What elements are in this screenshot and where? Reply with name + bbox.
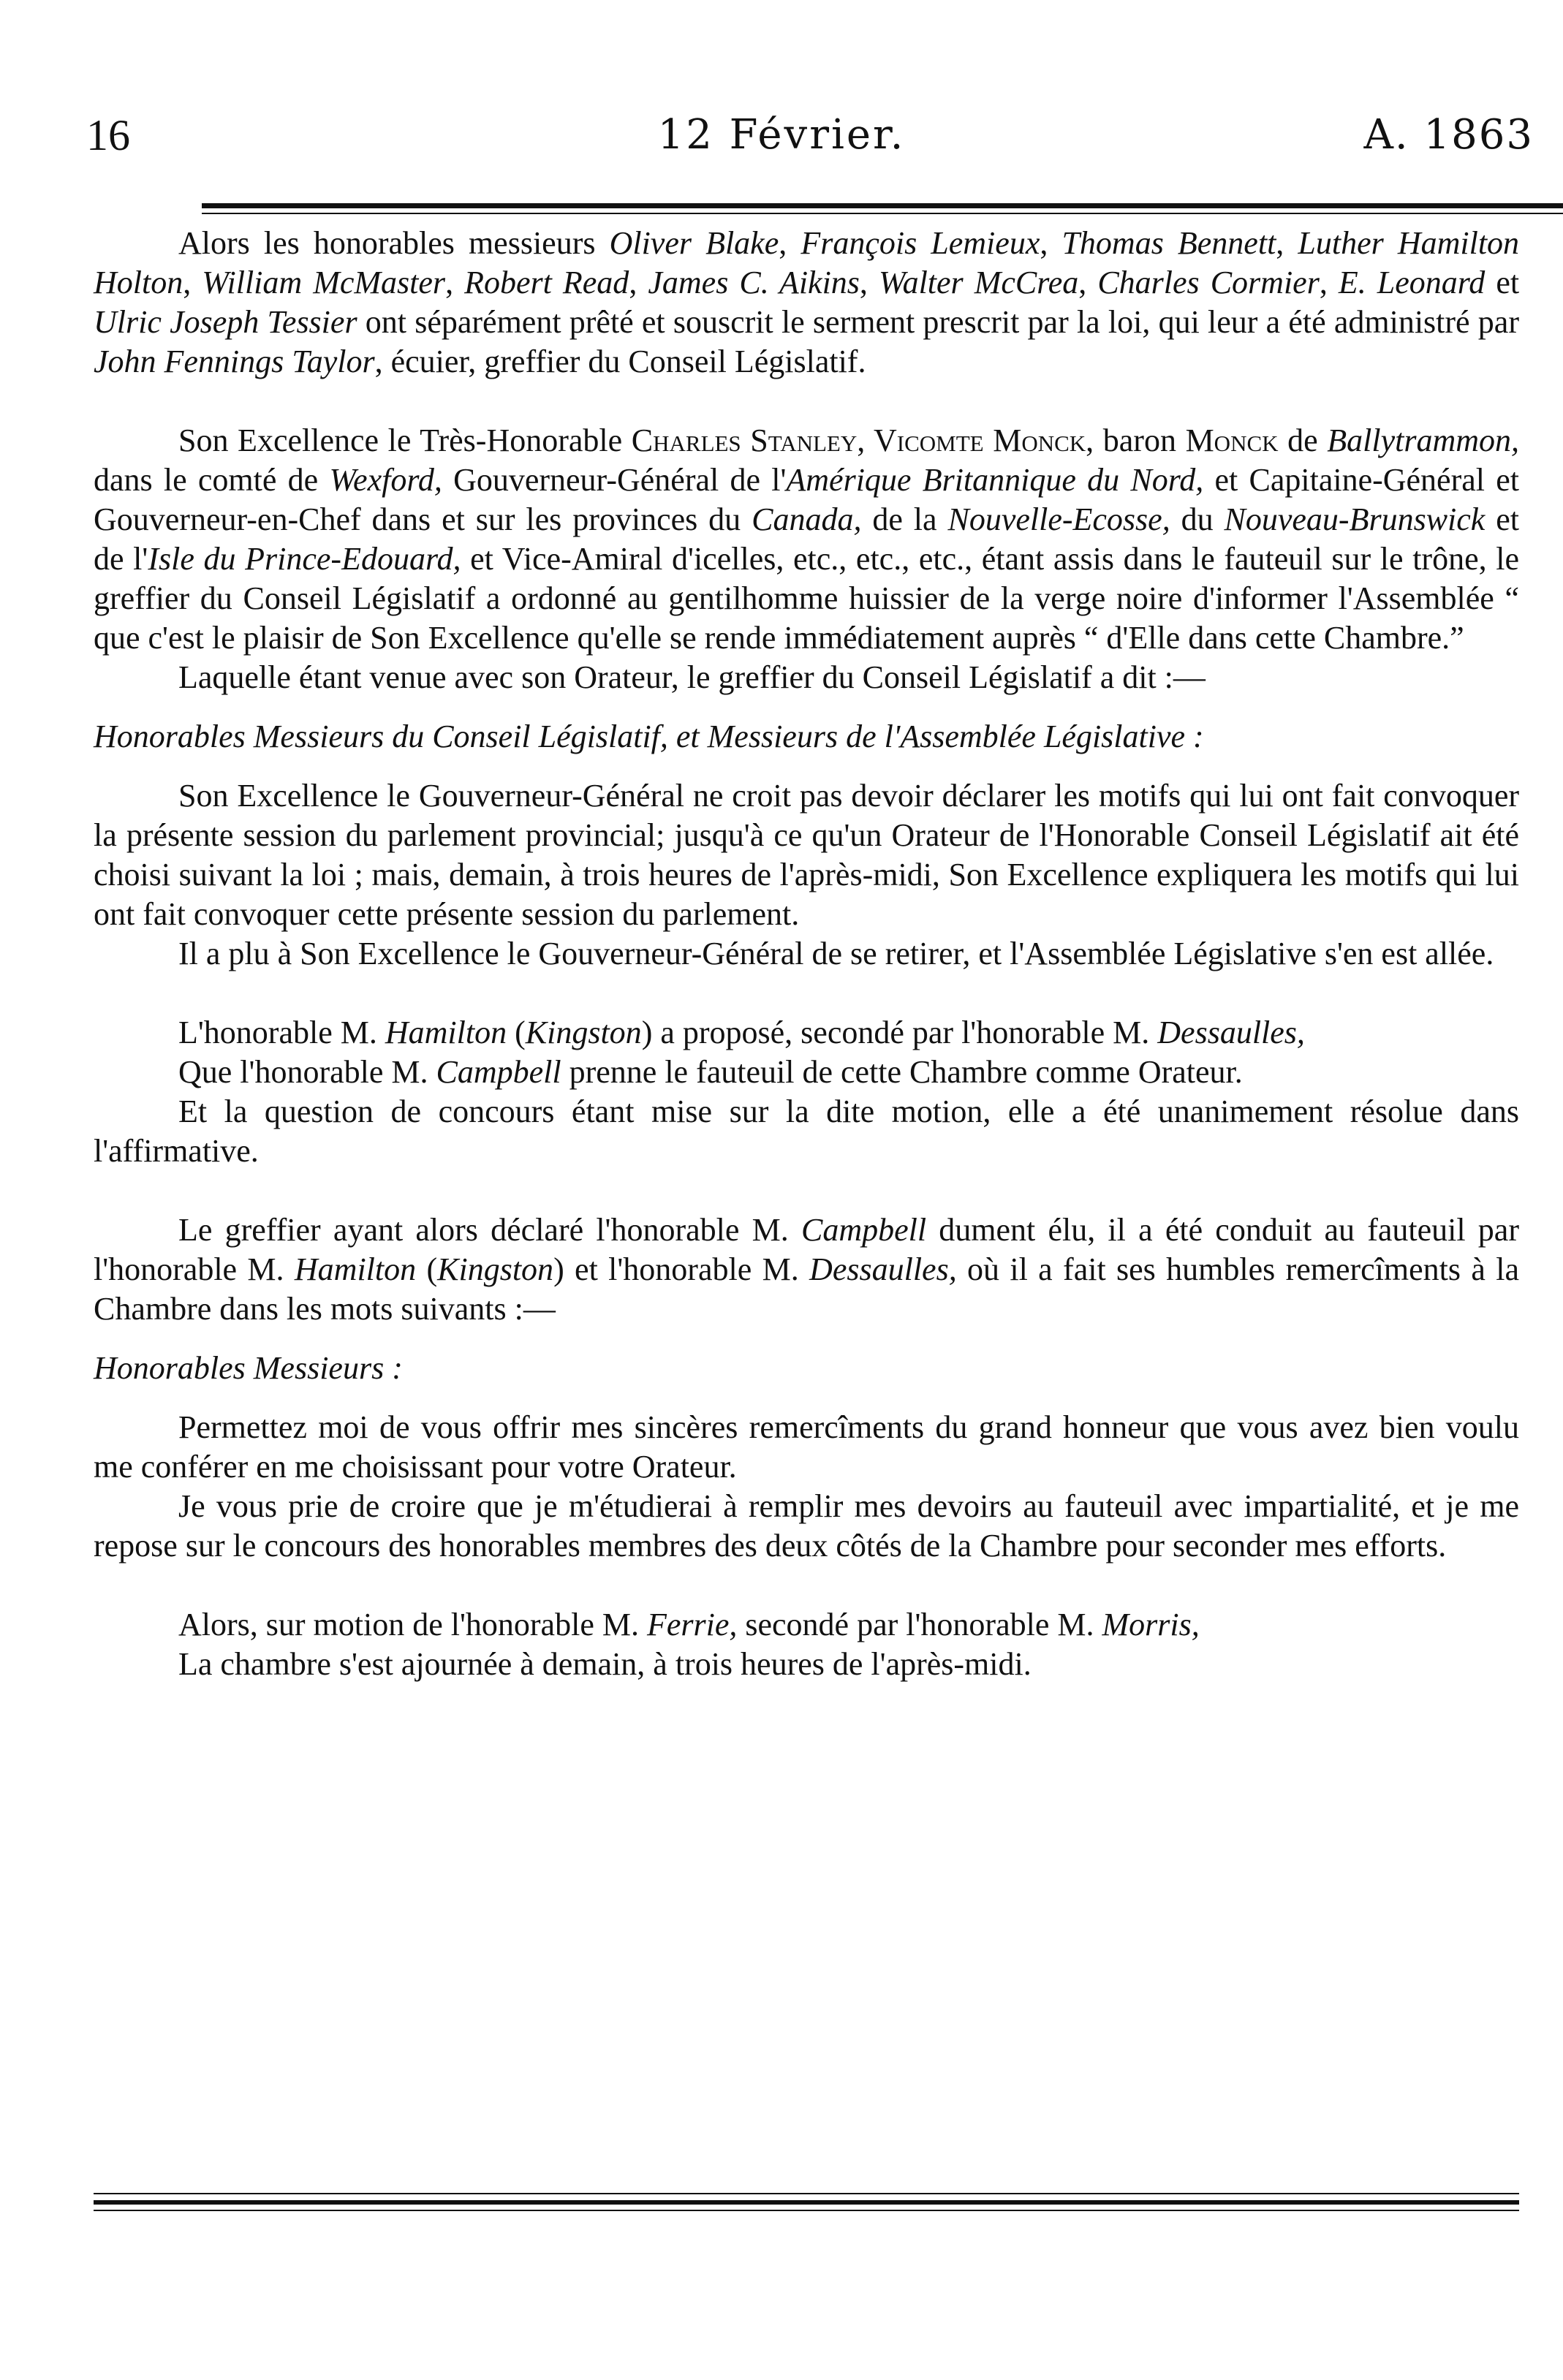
paragraph-withdrawal: Il a plu à Son Excellence le Gouverneur-Général de se retirer, et l'Assemblée Législative s'en est allée.: [178, 936, 1494, 971]
paragraph-speech: Son Excellence le Gouverneur-Général ne croit pas devoir déclarer les motifs qui lui ont fait convoquer la présente session du parlement provincial; jusqu'à ce qu'un Orateur de l'Honorable Conseil Législatif ait été choisi suivant la loi ; mais, demain, à trois heures de l'après-midi, Son Excellence expliquera les motifs qui lui ont fait convoquer cette présente session du parlement.: [94, 778, 1519, 932]
paragraph-adjourned: La chambre s'est ajournée à demain, à trois heures de l'après-midi.: [178, 1646, 1032, 1682]
paragraph-adjourn-motion: Alors, sur motion de l'honorable M. Ferrie, secondé par l'honorable M. Morris,: [178, 1607, 1200, 1642]
paragraph-impartiality: Je vous prie de croire que je m'étudierai à remplir mes devoirs au fauteuil avec impartialité, et je me repose sur le concours des honorables membres des deux côtés de la Chambre pour seconder mes efforts.: [94, 1488, 1519, 1564]
header-rule-thick: [202, 203, 1563, 208]
paragraph-motion: L'honorable M. Hamilton (Kingston) a proposé, secondé par l'honorable M. Dessaulles,: [178, 1015, 1305, 1050]
salutation-councils: Honorables Messieurs du Conseil Législatif, et Messieurs de l'Assemblée Législative :: [94, 719, 1204, 754]
paragraph-speaker-elected: Le greffier ayant alors déclaré l'honorable M. Campbell dument élu, il a été conduit au fauteuil par l'honorable M. Hamilton (Kingston) et l'honorable M. Dessaulles, où il a fait ses humbles remercîments à la Chambre dans les mots suivants :—: [94, 1212, 1519, 1327]
header-year: A. 1863: [1363, 111, 1534, 159]
footer-rule-thick: [94, 2200, 1519, 2205]
paragraph-motion-resolved: Et la question de concours étant mise sur la dite motion, elle a été unanimement résolue dans l'affirmative.: [94, 1094, 1519, 1169]
paragraph-governor: Son Excellence le Très-Honorable Charles Stanley, Vicomte Monck, baron Monck de Ballytrammon, dans le comté de Wexford, Gouverneur-Général de l'Amérique Britannique du Nord, et Capitaine-Général et Gouverneur-en-Chef dans et sur les provinces du Canada, de la Nouvelle-Ecosse, du Nouveau-Brunswick et de l'Isle du Prince-Edouard, et Vice-Amiral d'icelles, etc., etc., etc., étant assis dans le fauteuil sur le trône, le greffier du Conseil Législatif a ordonné au gentilhomme huissier de la verge noire d'informer l'Assemblée “ que c'est le plaisir de Son Excellence qu'elle se rende immédiatement auprès “ d'Elle dans cette Chambre.”: [94, 422, 1520, 656]
header-rule-thin: [202, 213, 1563, 214]
journal-body: [94, 224, 1519, 1684]
page-number: 16: [86, 111, 130, 159]
salutation-members: Honorables Messieurs :: [94, 1350, 403, 1386]
header-date: 12 Février.: [657, 111, 906, 159]
footer-rule-bottom: [94, 2210, 1519, 2211]
footer-rule-thin: [94, 2193, 1519, 2194]
paragraph-assembly-arrives: Laquelle étant venue avec son Orateur, le greffier du Conseil Législatif a dit :—: [178, 659, 1206, 695]
paragraph-thanks: Permettez moi de vous offrir mes sincères remercîments du grand honneur que vous avez bien voulu me conférer en me choisissant pour votre Orateur.: [94, 1409, 1519, 1485]
paragraph-motion-text: Que l'honorable M. Campbell prenne le fauteuil de cette Chambre comme Orateur.: [178, 1054, 1243, 1090]
paragraph-oath: Alors les honorables messieurs Oliver Blake, François Lemieux, Thomas Bennett, Luther Hamilton Holton, William McMaster, Robert Read, James C. Aikins, Walter McCrea, Charles Cormier, E. Leonard et Ulric Joseph Tessier ont séparément prêté et souscrit le serment prescrit par la loi, qui leur a été administré par John Fennings Taylor, écuier, greffier du Conseil Législatif.: [94, 225, 1520, 379]
